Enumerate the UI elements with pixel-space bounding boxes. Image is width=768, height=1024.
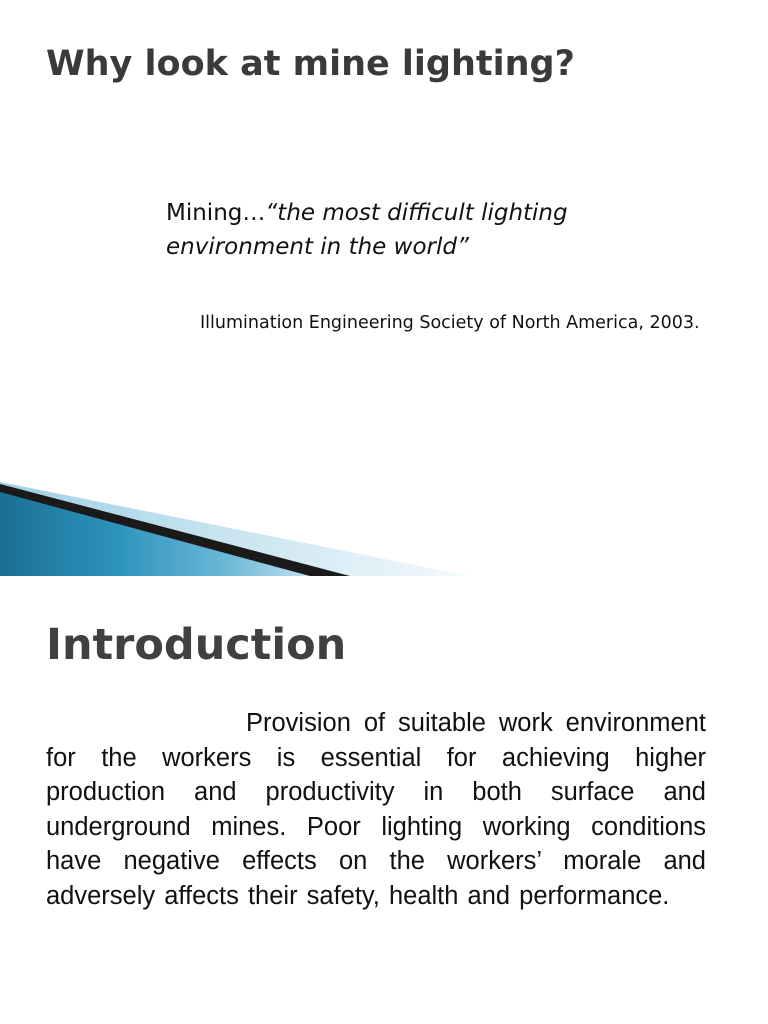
quote-block xyxy=(166,196,706,264)
quote-lead: Mining… xyxy=(166,200,266,226)
slide-title: Why look at mine lighting? xyxy=(46,44,575,84)
body-paragraph: Provision of suitable work environment for the workers is essential for achieving higher production and productivity in both surface and underground mines. Poor lighting working conditions have negative effects on the workers’ morale and adversely affects their safety, health and performance. xyxy=(46,709,706,910)
quote-citation: Illumination Engineering Society of North America, 2003. xyxy=(200,313,700,333)
slide-introduction xyxy=(0,576,768,1024)
quote-text: “the most difficult lighting environment in the world” xyxy=(166,200,568,260)
slide-title: Introduction xyxy=(46,620,347,670)
swoosh-decoration xyxy=(0,474,470,576)
